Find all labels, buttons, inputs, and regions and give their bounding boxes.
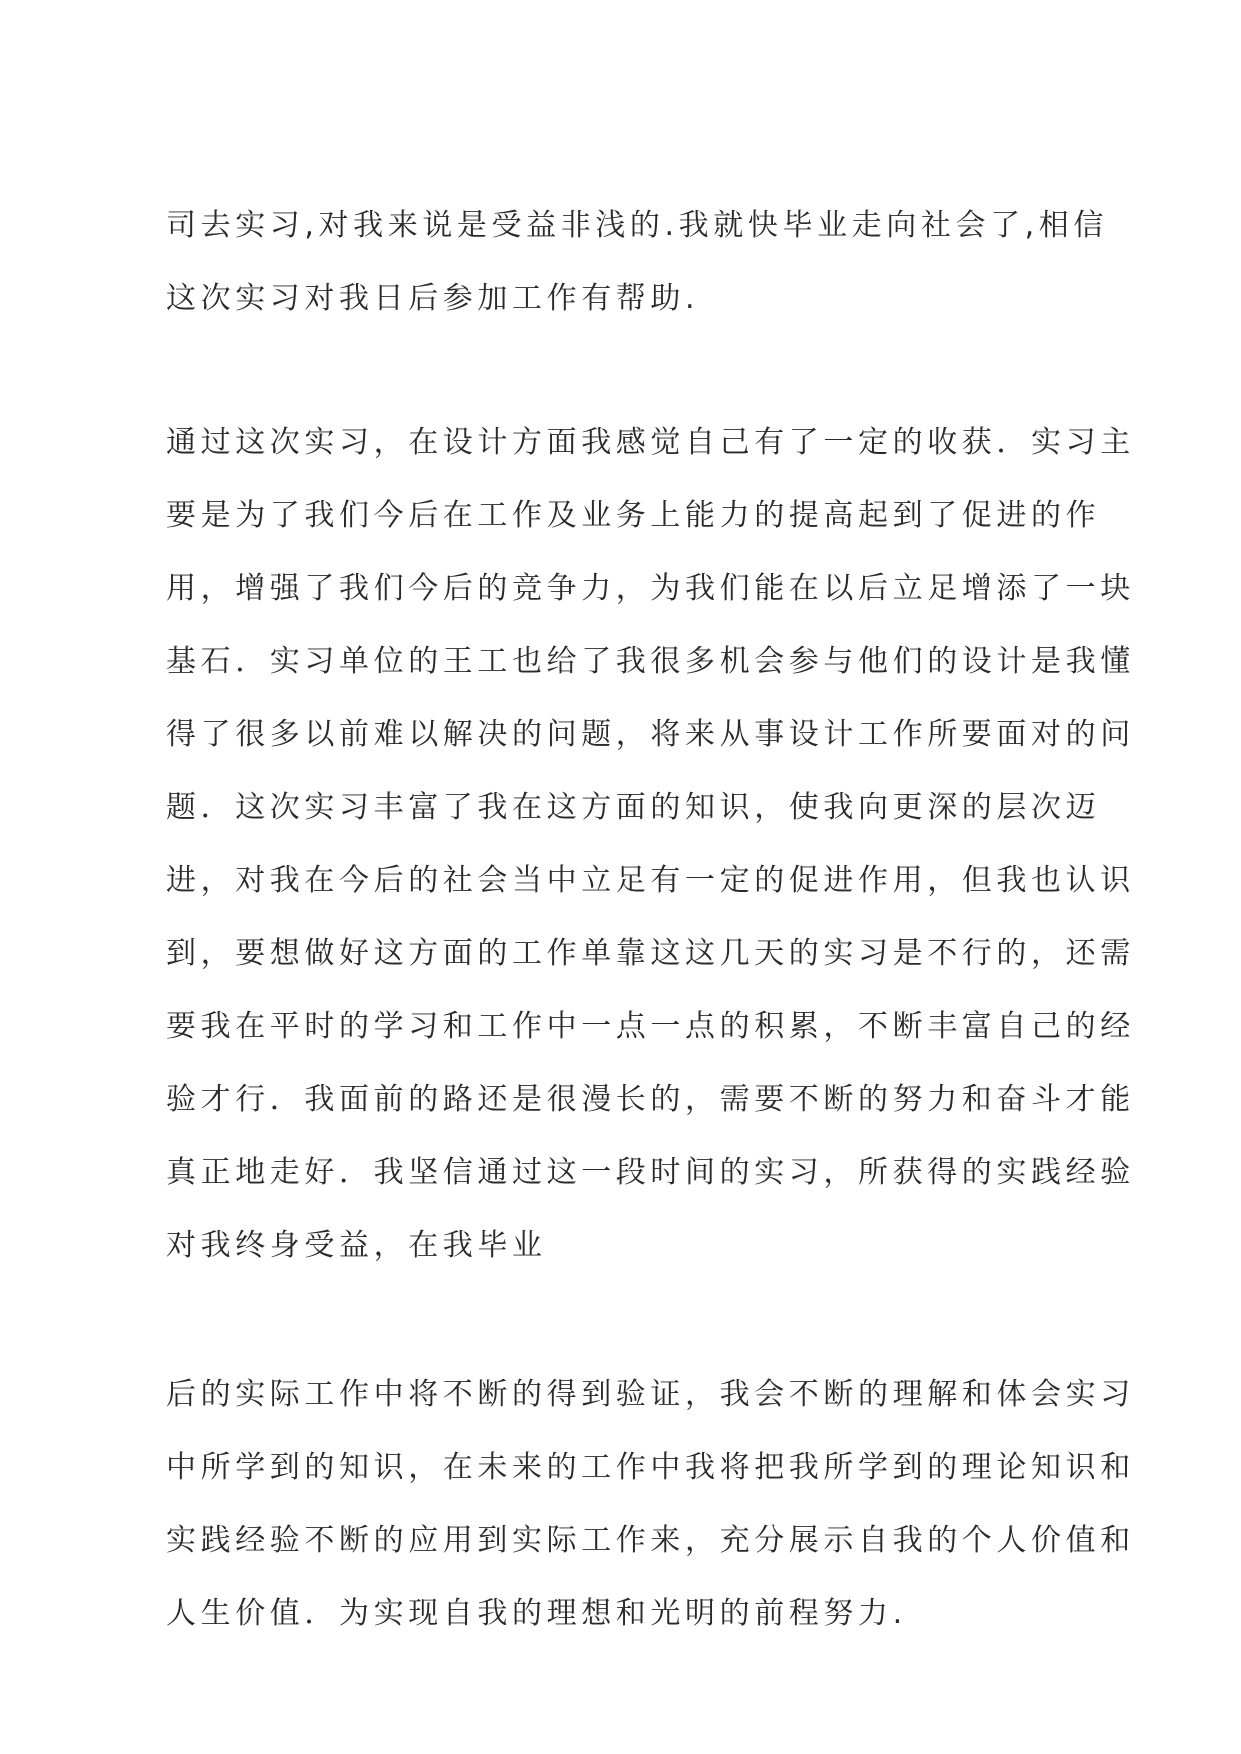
paragraph-2-line-5: 得了很多以前难以解决的问题，将来从事设计工作所要面对的问 xyxy=(166,717,1135,752)
paragraph-2-line-11: 真正地走好．我坚信通过这一段时间的实习，所获得的实践经验 xyxy=(166,1155,1135,1190)
paragraph-3-line-3: 实践经验不断的应用到实际工作来，充分展示自我的个人价值和 xyxy=(166,1523,1135,1558)
paragraph-2-line-2: 要是为了我们今后在工作及业务上能力的提高起到了促进的作 xyxy=(166,498,1101,533)
paragraph-2-line-10: 验才行．我面前的路还是很漫长的，需要不断的努力和奋斗才能 xyxy=(166,1082,1135,1117)
paragraph-2-line-8: 到，要想做好这方面的工作单靠这这几天的实习是不行的，还需 xyxy=(166,936,1135,971)
paragraph-3-line-2: 中所学到的知识，在未来的工作中我将把我所学到的理论知识和 xyxy=(166,1450,1135,1485)
paragraph-2-line-6: 题．这次实习丰富了我在这方面的知识，使我向更深的层次迈 xyxy=(166,790,1101,825)
paragraph-2-line-7: 进，对我在今后的社会当中立足有一定的促进作用，但我也认识 xyxy=(166,863,1135,898)
paragraph-1-line-1: 司去实习,对我来说是受益非浅的.我就快毕业走向社会了,相信 xyxy=(166,208,1109,243)
paragraph-2-line-3: 用，增强了我们今后的竞争力，为我们能在以后立足增添了一块 xyxy=(166,571,1135,606)
paragraph-3-line-1: 后的实际工作中将不断的得到验证，我会不断的理解和体会实习 xyxy=(166,1377,1135,1412)
paragraph-3-line-4: 人生价值．为实现自我的理想和光明的前程努力. xyxy=(166,1596,907,1631)
paragraph-2-line-4: 基石．实习单位的王工也给了我很多机会参与他们的设计是我懂 xyxy=(166,644,1135,679)
paragraph-2-line-9: 要我在平时的学习和工作中一点一点的积累，不断丰富自己的经 xyxy=(166,1009,1135,1044)
paragraph-1-line-2: 这次实习对我日后参加工作有帮助. xyxy=(166,281,700,316)
paragraph-2-line-1: 通过这次实习，在设计方面我感觉自己有了一定的收获．实习主 xyxy=(166,425,1135,460)
paragraph-2-line-12: 对我终身受益，在我毕业 xyxy=(166,1228,547,1263)
